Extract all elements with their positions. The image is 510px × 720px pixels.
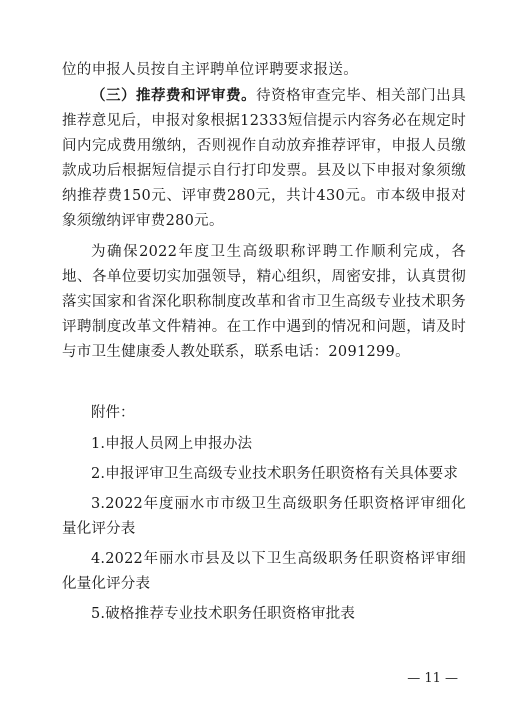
- attachment-item: 4.2022年丽水市县及以下卫生高级职务任职资格评审细化量化评分表: [62, 551, 466, 592]
- continued-paragraph: 位的申报人员按自主评聘单位评聘要求报送。: [62, 62, 358, 78]
- fee-paragraph: [62, 83, 466, 234]
- attachment-item: 2.申报评审卫生高级专业技术职务任职资格有关具体要求: [91, 466, 459, 482]
- attachment-item: 5.破格推荐专业技术职务任职资格审批表: [91, 606, 356, 622]
- fee-body: 待资格审查完毕、相关部门出具推荐意见后，申报对象根据12333短信提示内容务必在规定时间内完成费用缴纳，否则视作自动放弃推荐评审，申报人员缴款成功后根据短信提示自行打印发票。县及以下申报对象须缴纳推荐费150元、评审费280元，共计430元。市本级申报对象须缴纳评审费280元。: [62, 88, 466, 229]
- closing-paragraph: 为确保2022年度卫生高级职称评聘工作顺利完成，各地、各单位要切实加强领导，精心组织，周密安排，认真贯彻落实国家和省深化职称制度改革和省市卫生高级专业技术职务评聘制度改革文件精神。在工作中遇到的情况和问题，请及时与市卫生健康委人教处联系，联系电话：2091299。: [62, 244, 466, 360]
- document-body: [62, 58, 466, 632]
- attachment-item: 1.申报人员网上申报办法: [91, 436, 253, 452]
- fee-heading: （三）推荐费和评审费。: [91, 87, 257, 104]
- attachments-title: 附件：: [91, 405, 135, 421]
- attachment-item: 3.2022年度丽水市市级卫生高级职务任职资格评审细化量化评分表: [62, 496, 466, 537]
- page-number: — 11 —: [407, 671, 458, 686]
- attachments-list: [62, 432, 466, 627]
